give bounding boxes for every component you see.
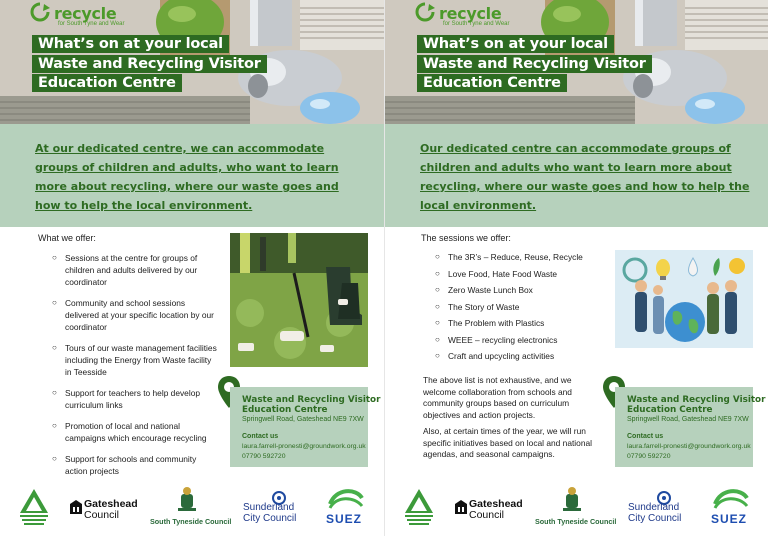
bullet-icon: ○ xyxy=(52,298,57,307)
gateshead-name: Gateshead xyxy=(469,498,523,510)
sunderland-council: City Council xyxy=(243,513,297,524)
contact-phone[interactable]: 07790 592720 xyxy=(627,453,671,460)
gateshead-crest-icon xyxy=(455,500,467,514)
title-line-2: Waste and Recycling Visitor xyxy=(417,55,652,73)
list-item: ○ Craft and upcycling activities xyxy=(435,351,555,361)
list-item: ○ The Story of Waste xyxy=(435,301,520,312)
earth-community-illustration xyxy=(615,250,753,348)
bullet-icon: ○ xyxy=(52,454,57,463)
recycle-logo xyxy=(415,2,545,28)
centre-name: Waste and Recycling Visitor Education Centre xyxy=(627,395,766,415)
sessions-list xyxy=(435,251,625,362)
initiatives-paragraph: Also, at certain times of the year, we will run specific initiatives based on local and national agendas, and seasonal campaigns. xyxy=(423,426,593,459)
contact-box xyxy=(230,387,381,467)
intro-band xyxy=(385,124,768,227)
sunderland-council: City Council xyxy=(628,513,682,524)
collaboration-paragraph: The above list is not exhaustive, and we welcome collaboration from schools and community groups based on curriculum objectives and action projects. xyxy=(423,375,572,420)
bullet-icon: ○ xyxy=(52,253,57,262)
sponsor-logos xyxy=(0,480,384,536)
list-item: ○ Tours of our waste management facilities including the Energy from Waste facility in Teesside xyxy=(52,343,217,377)
list-item: ○ WEEE – recycling electronics xyxy=(435,334,558,345)
contact-box xyxy=(615,387,766,467)
south-tyneside-name: South Tyneside Council xyxy=(535,517,617,526)
south-tyneside-crest-icon xyxy=(178,486,196,514)
sunderland-name: Sunderland xyxy=(243,502,295,513)
centre-address: Springwell Road, Gateshead NE9 7XW xyxy=(242,416,364,423)
offer-heading: What we offer: xyxy=(38,233,96,243)
list-item: ○ Sessions at the centre for groups of children and adults delivered by our coordinator xyxy=(52,253,198,287)
suez-name: SUEZ xyxy=(326,512,363,526)
suez-name: SUEZ xyxy=(711,512,748,526)
bullet-icon: ○ xyxy=(435,268,440,278)
contact-email[interactable]: laura.farrell-pronesti@groundwork.org.uk xyxy=(242,443,366,450)
bullet-icon: ○ xyxy=(435,351,440,360)
intro-text: Our dedicated centre can accommodate groups of children and adults who want to learn more about recycling, where our waste goes and how to help the local environment. xyxy=(420,142,750,212)
bullet-icon: ○ xyxy=(435,301,440,311)
list-item: ○ Zero Waste Lunch Box xyxy=(435,285,533,295)
bullet-icon: ○ xyxy=(435,334,440,344)
hero-photo-recycling xyxy=(385,0,768,124)
recycle-arrow-icon xyxy=(30,2,50,22)
south-tyneside-crest-icon xyxy=(563,486,581,514)
offer-list xyxy=(52,252,220,477)
bullet-icon: ○ xyxy=(52,343,57,352)
gateshead-name: Gateshead xyxy=(84,498,138,510)
title-line-3: Education Centre xyxy=(417,74,567,92)
bullet-icon: ○ xyxy=(52,421,57,430)
gateshead-council: Council xyxy=(84,509,120,521)
hero-photo-recycling xyxy=(0,0,384,124)
south-tyneside-name: South Tyneside Council xyxy=(150,517,232,526)
list-item: ○ Promotion of local and national campaigns which encourage recycling xyxy=(52,421,207,443)
list-item: ○ Love Food, Hate Food Waste xyxy=(435,268,558,279)
contact-phone[interactable]: 07790 592720 xyxy=(242,453,286,460)
groundwork-logo xyxy=(18,487,50,529)
sponsor-logos xyxy=(385,480,768,536)
suez-swirl-icon xyxy=(711,486,751,512)
bullet-icon: ○ xyxy=(435,252,440,261)
logo-wordmark: recycle xyxy=(54,4,117,23)
bullet-icon: ○ xyxy=(435,285,440,294)
recycle-arrow-icon xyxy=(415,2,435,22)
title-line-3: Education Centre xyxy=(32,74,182,92)
litter-picking-photo xyxy=(230,233,368,367)
contact-label: Contact us xyxy=(242,433,279,440)
list-item: ○ Community and school sessions delivered at your specific location by our coordinator xyxy=(52,298,214,332)
suez-swirl-icon xyxy=(326,486,366,512)
logo-wordmark: recycle xyxy=(439,4,502,23)
title-line-2: Waste and Recycling Visitor xyxy=(32,55,267,73)
contact-label: Contact us xyxy=(627,433,664,440)
groundwork-logo xyxy=(403,487,435,529)
contact-email[interactable]: laura.farrell-pronesti@groundwork.org.uk xyxy=(627,443,751,450)
gateshead-crest-icon xyxy=(70,500,82,514)
list-item: ○ Support for teachers to help develop curriculum links xyxy=(52,388,201,410)
centre-name: Waste and Recycling Visitor Education Centre xyxy=(242,395,381,415)
list-item: ○ The 3R’s – Reduce, Reuse, Recycle xyxy=(435,252,583,262)
title-line-1: What’s on at your local xyxy=(417,35,614,53)
bullet-icon: ○ xyxy=(52,388,57,397)
recycle-logo xyxy=(30,2,160,28)
logo-tagline: for South Tyne and Wear xyxy=(443,21,510,27)
title-line-1: What’s on at your local xyxy=(32,35,229,53)
intro-text: At our dedicated centre, we can accommodate groups of children and adults, who want to learn more about recycling, where our waste goes and how to help the local environment. xyxy=(35,142,339,212)
bullet-icon: ○ xyxy=(435,318,440,327)
list-item: ○ The Problem with Plastics xyxy=(435,318,545,328)
centre-address: Springwell Road, Gateshead NE9 7XW xyxy=(627,416,749,423)
intro-band xyxy=(0,124,384,227)
logo-tagline: for South Tyne and Wear xyxy=(58,21,125,27)
leaflet-page-right xyxy=(384,0,768,536)
list-item: ○ Support for schools and community action projects xyxy=(52,454,197,476)
sunderland-name: Sunderland xyxy=(628,502,680,513)
gateshead-council: Council xyxy=(469,509,505,521)
sessions-heading: The sessions we offer: xyxy=(421,233,511,243)
